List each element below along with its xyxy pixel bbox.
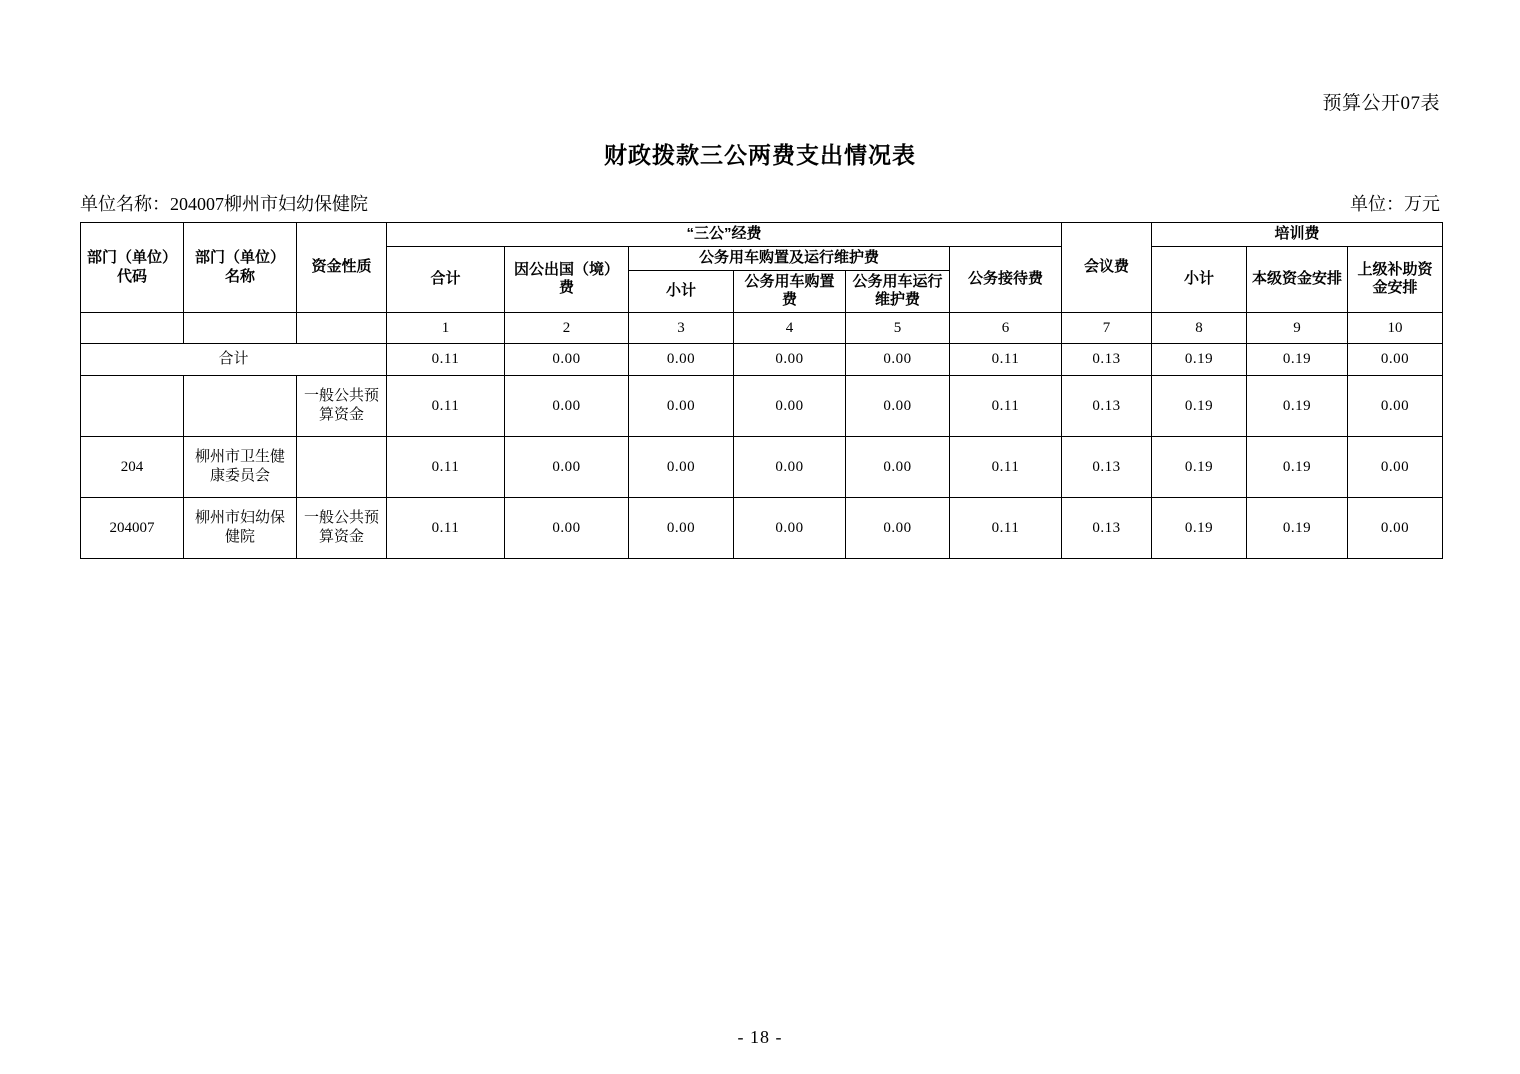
cell-value: 0.11	[950, 498, 1062, 559]
cell-value: 0.19	[1247, 437, 1348, 498]
table-row	[81, 498, 1443, 559]
cell-value: 0.00	[734, 498, 846, 559]
header-training-subtotal: 小计	[1152, 246, 1247, 312]
header-dept-name: 部门（单位）名称	[184, 223, 297, 313]
cell-dept-name	[184, 376, 297, 437]
cell-fund-nature: 一般公共预算资金	[297, 376, 387, 437]
amount-unit-label: 单位：万元	[1350, 194, 1440, 214]
header-group-sangong: “三公”经费	[387, 223, 1062, 247]
header-vehicle-purchase: 公务用车购置费	[734, 270, 846, 313]
cell-value: 0.00	[505, 344, 629, 376]
cell-value: 0.11	[950, 437, 1062, 498]
column-index: 4	[734, 313, 846, 344]
column-index: 2	[505, 313, 629, 344]
cell-value: 0.00	[1348, 376, 1443, 437]
column-index: 6	[950, 313, 1062, 344]
cell-value: 0.00	[629, 437, 734, 498]
header-fund-nature: 资金性质	[297, 223, 387, 313]
cell-dept-code: 204007	[81, 498, 184, 559]
index-blank-2	[184, 313, 297, 344]
cell-value: 0.13	[1062, 376, 1152, 437]
header-group-training: 培训费	[1152, 223, 1443, 247]
unit-name	[80, 190, 368, 216]
table-column-index-row	[81, 313, 1443, 344]
cell-value: 0.00	[846, 498, 950, 559]
cell-value: 0.19	[1247, 344, 1348, 376]
cell-value: 0.19	[1152, 344, 1247, 376]
cell-value: 0.11	[387, 376, 505, 437]
cell-dept-code	[81, 376, 184, 437]
cell-value: 0.00	[1348, 437, 1443, 498]
cell-value: 0.13	[1062, 437, 1152, 498]
cell-value: 0.00	[846, 344, 950, 376]
header-hospitality-fee: 公务接待费	[950, 246, 1062, 312]
cell-value: 0.00	[734, 344, 846, 376]
cell-value: 0.00	[505, 376, 629, 437]
header-meeting: 会议费	[1062, 223, 1152, 313]
cell-value: 0.00	[505, 437, 629, 498]
cell-value: 0.13	[1062, 498, 1152, 559]
cell-value: 0.00	[629, 344, 734, 376]
cell-value: 0.19	[1247, 376, 1348, 437]
cell-value: 0.00	[734, 376, 846, 437]
header-dept-code: 部门（单位）代码	[81, 223, 184, 313]
header-vehicle-maintain: 公务用车运行维护费	[846, 270, 950, 313]
header-training-superior: 上级补助资金安排	[1348, 246, 1443, 312]
table-row	[81, 437, 1443, 498]
cell-value: 0.00	[846, 437, 950, 498]
column-index: 3	[629, 313, 734, 344]
column-index: 1	[387, 313, 505, 344]
cell-value: 0.11	[387, 498, 505, 559]
table-row	[81, 376, 1443, 437]
cell-value: 0.11	[387, 344, 505, 376]
header-group-vehicle: 公务用车购置及运行维护费	[629, 246, 950, 270]
cell-value: 0.00	[846, 376, 950, 437]
header-training-local: 本级资金安排	[1247, 246, 1348, 312]
unit-name-label: 单位名称：	[80, 194, 170, 214]
table-meta-row	[80, 190, 1440, 216]
unit-name-value: 204007柳州市妇幼保健院	[170, 194, 368, 214]
table-row	[81, 344, 1443, 376]
column-index: 7	[1062, 313, 1152, 344]
page-number: - 18 -	[737, 1027, 783, 1047]
cell-fund-nature: 一般公共预算资金	[297, 498, 387, 559]
index-blank-1	[81, 313, 184, 344]
budget-table	[80, 222, 1443, 559]
form-code-label: 预算公开07表	[1322, 93, 1440, 114]
cell-value: 0.11	[950, 344, 1062, 376]
row-label-total: 合计	[81, 344, 387, 376]
table-header-row-1	[81, 223, 1443, 247]
cell-dept-code: 204	[81, 437, 184, 498]
header-vehicle-subtotal: 小计	[629, 270, 734, 313]
header-abroad-fee: 因公出国（境）费	[505, 246, 629, 312]
cell-value: 0.00	[505, 498, 629, 559]
page-title: 财政拨款三公两费支出情况表	[604, 143, 916, 168]
column-index: 5	[846, 313, 950, 344]
header-sangong-total: 合计	[387, 246, 505, 312]
cell-dept-name: 柳州市卫生健康委员会	[184, 437, 297, 498]
cell-value: 0.19	[1247, 498, 1348, 559]
cell-value: 0.00	[1348, 344, 1443, 376]
cell-value: 0.00	[629, 376, 734, 437]
cell-value: 0.00	[629, 498, 734, 559]
cell-dept-name: 柳州市妇幼保健院	[184, 498, 297, 559]
cell-value: 0.13	[1062, 344, 1152, 376]
column-index: 8	[1152, 313, 1247, 344]
cell-fund-nature	[297, 437, 387, 498]
cell-value: 0.11	[950, 376, 1062, 437]
column-index: 9	[1247, 313, 1348, 344]
cell-value: 0.19	[1152, 498, 1247, 559]
cell-value: 0.11	[387, 437, 505, 498]
cell-value: 0.00	[1348, 498, 1443, 559]
cell-value: 0.00	[734, 437, 846, 498]
cell-value: 0.19	[1152, 376, 1247, 437]
column-index: 10	[1348, 313, 1443, 344]
index-blank-3	[297, 313, 387, 344]
cell-value: 0.19	[1152, 437, 1247, 498]
